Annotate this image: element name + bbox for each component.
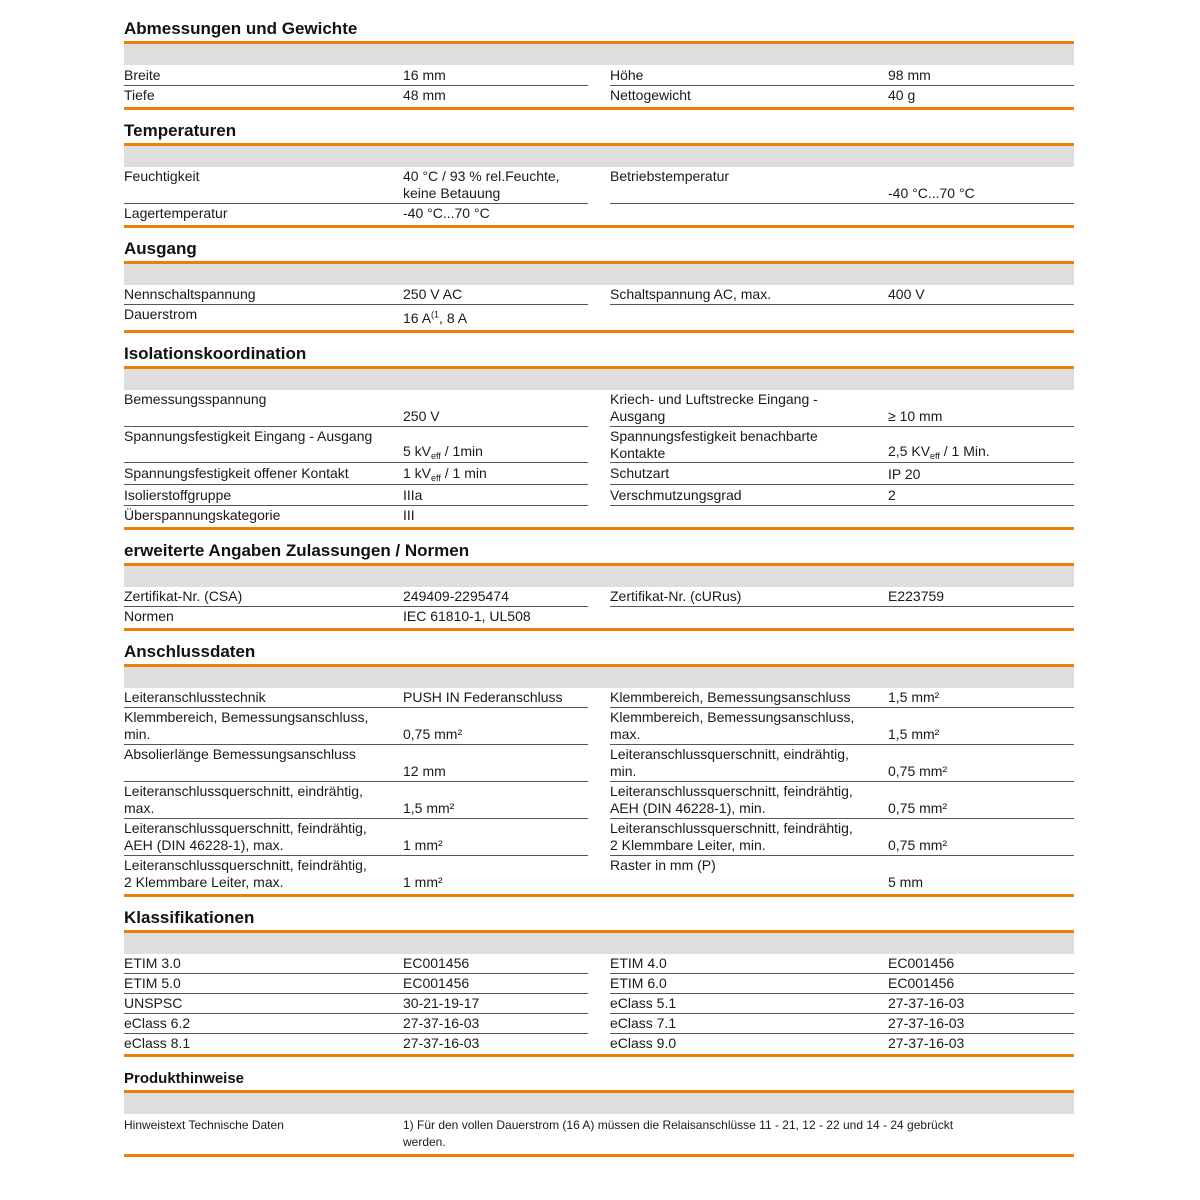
- row-divider: [610, 1033, 1074, 1034]
- section-rule: [124, 330, 1074, 333]
- row-value: -40 °C...70 °C: [888, 185, 975, 201]
- row-label: Lagertemperatur: [124, 205, 228, 221]
- row-label: Schaltspannung AC, max.: [610, 286, 772, 302]
- row-label: Überspannungskategorie: [124, 507, 281, 523]
- section-title-dimensions: Abmessungen und Gewichte: [124, 19, 358, 38]
- row-divider: [610, 203, 1074, 204]
- row-value: -40 °C...70 °C: [403, 205, 490, 221]
- section-rule: [124, 1154, 1074, 1157]
- row-value: EC001456: [888, 975, 955, 991]
- row-value: 48 mm: [403, 87, 446, 103]
- row-divider: [124, 426, 588, 427]
- row-label: ETIM 4.0: [610, 955, 667, 971]
- row-label: 2 Klemmbare Leiter, min.: [610, 837, 766, 853]
- row-label: min.: [610, 763, 637, 779]
- row-label: Ausgang: [610, 408, 666, 424]
- row-value: 16 mm: [403, 67, 446, 83]
- row-label: Spannungsfestigkeit Eingang - Ausgang: [124, 428, 373, 444]
- row-label: AEH (DIN 46228-1), min.: [610, 800, 766, 816]
- row-label: ETIM 5.0: [124, 975, 181, 991]
- row-label: Spannungsfestigkeit benachbarte: [610, 428, 818, 444]
- row-label: Nennschaltspannung: [124, 286, 256, 302]
- row-value: 0,75 mm²: [888, 837, 948, 853]
- row-value: 27-37-16-03: [403, 1015, 480, 1031]
- row-value: 1 mm²: [403, 874, 443, 890]
- row-label: max.: [124, 800, 155, 816]
- row-label: ETIM 6.0: [610, 975, 667, 991]
- row-divider: [124, 203, 588, 204]
- row-divider: [610, 973, 1074, 974]
- row-label: Tiefe: [124, 87, 155, 103]
- row-divider: [124, 462, 588, 463]
- row-label: Verschmutzungsgrad: [610, 487, 742, 503]
- row-value: 250 V AC: [403, 286, 463, 302]
- row-divider: [610, 484, 1074, 485]
- note-label: Hinweistext Technische Daten: [124, 1118, 284, 1132]
- section-rule: [124, 527, 1074, 530]
- row-label: ETIM 3.0: [124, 955, 181, 971]
- row-divider: [124, 606, 588, 607]
- row-value: 0,75 mm²: [888, 800, 948, 816]
- row-divider: [124, 993, 588, 994]
- row-label: Feuchtigkeit: [124, 168, 200, 184]
- row-value: 16 $A^{(1}$, 8 A: [403, 309, 468, 326]
- section-title-output: Ausgang: [124, 239, 197, 258]
- row-divider: [124, 484, 588, 485]
- row-label: AEH (DIN 46228-1), max.: [124, 837, 284, 853]
- row-label: Leiteranschlussquerschnitt, feindrähtig,: [124, 857, 367, 873]
- row-value: 1,5 mm²: [888, 726, 940, 742]
- row-divider: [124, 505, 588, 506]
- row-value: 27-37-16-03: [888, 1015, 965, 1031]
- row-value: E223759: [888, 588, 945, 604]
- section-band: [124, 264, 1074, 285]
- row-value: EC001456: [403, 955, 470, 971]
- row-value: 5 mm: [888, 874, 923, 890]
- row-divider: [610, 744, 1074, 745]
- row-label: Klemmbereich, Bemessungsanschluss,: [124, 709, 369, 725]
- row-value: IIIa: [403, 487, 423, 503]
- row-label: Zertifikat-Nr. (CSA): [124, 588, 243, 604]
- row-label: eClass 9.0: [610, 1035, 677, 1051]
- row-divider: [610, 85, 1074, 86]
- note-text-line-2: werden.: [403, 1135, 446, 1149]
- row-divider: [610, 462, 1074, 463]
- row-value: 12 mm: [403, 763, 446, 779]
- row-label: Klemmbereich, Bemessungsanschluss: [610, 689, 851, 705]
- section-band: [124, 1093, 1074, 1114]
- row-divider: [610, 505, 1074, 506]
- row-label: Raster in mm (P): [610, 857, 716, 873]
- row-label: Leiteranschlusstechnik: [124, 689, 266, 705]
- row-label: 2 Klemmbare Leiter, max.: [124, 874, 284, 890]
- row-value: 5 $kV_{eff} / 1\min$: [403, 443, 483, 461]
- row-value: 40 g: [888, 87, 916, 103]
- row-divider: [124, 304, 588, 305]
- row-value: 249409-2295474: [403, 588, 509, 604]
- row-divider: [610, 426, 1074, 427]
- row-label: Spannungsfestigkeit offener Kontakt: [124, 465, 349, 481]
- row-label: Bemessungsspannung: [124, 391, 267, 407]
- row-divider: [124, 1033, 588, 1034]
- section-title-connection: Anschlussdaten: [124, 642, 256, 661]
- section-title-temperatures: Temperaturen: [124, 121, 237, 140]
- row-label: Absolierlänge Bemessungsanschluss: [124, 746, 356, 762]
- section-band: [124, 369, 1074, 390]
- row-divider: [610, 304, 1074, 305]
- row-label: Breite: [124, 67, 161, 83]
- row-label: Schutzart: [610, 465, 670, 481]
- row-value: 27-37-16-03: [403, 1035, 480, 1051]
- section-band: [124, 146, 1074, 167]
- row-divider: [124, 855, 588, 856]
- row-label: eClass 7.1: [610, 1015, 677, 1031]
- row-label: max.: [610, 726, 641, 742]
- row-value: IEC 61810-1, UL508: [403, 608, 531, 624]
- row-divider: [124, 818, 588, 819]
- section-band: [124, 44, 1074, 65]
- row-label: min.: [124, 726, 151, 742]
- row-label: Leiteranschlussquerschnitt, eindrähtig,: [610, 746, 849, 762]
- row-label: Leiteranschlussquerschnitt, feindrähtig,: [610, 820, 853, 836]
- section-rule: [124, 628, 1074, 631]
- row-value: 1,5 mm²: [403, 800, 455, 816]
- row-divider: [610, 818, 1074, 819]
- row-label: Kriech- und Luftstrecke Eingang -: [610, 391, 818, 407]
- section-rule: [124, 107, 1074, 110]
- section-title-classifications: Klassifikationen: [124, 908, 255, 927]
- row-label: Isolierstoffgruppe: [124, 487, 232, 503]
- row-value: keine Betauung: [403, 185, 501, 201]
- row-value: 400 V: [888, 286, 925, 302]
- row-label: Betriebstemperatur: [610, 168, 730, 184]
- row-value: III: [403, 507, 415, 523]
- note-text-line-1: 1) Für den vollen Dauerstrom (16 A) müssen die Relaisanschlüsse 11 - 21, 12 - 22 und 14 - 24 gebrückt: [403, 1118, 954, 1132]
- section-title-approvals: erweiterte Angaben Zulassungen / Normen: [124, 541, 470, 560]
- row-value: 2: [888, 487, 896, 503]
- row-value: 40 °C / 93 % rel.Feuchte,: [403, 168, 560, 184]
- row-divider: [124, 781, 588, 782]
- row-divider: [610, 781, 1074, 782]
- row-label: Dauerstrom: [124, 306, 198, 322]
- row-value: 98 mm: [888, 67, 931, 83]
- section-rule: [124, 1054, 1074, 1057]
- section-rule: [124, 225, 1074, 228]
- row-value: 1,5 mm²: [888, 689, 940, 705]
- row-divider: [124, 744, 588, 745]
- row-divider: [124, 85, 588, 86]
- section-band: [124, 933, 1074, 954]
- section-title-insulation: Isolationskoordination: [124, 344, 307, 363]
- row-label: Kontakte: [610, 445, 666, 461]
- row-value: 27-37-16-03: [888, 1035, 965, 1051]
- row-value: 27-37-16-03: [888, 995, 965, 1011]
- row-value: 0,75 mm²: [888, 763, 948, 779]
- section-band: [124, 667, 1074, 688]
- row-label: UNSPSC: [124, 995, 183, 1011]
- row-value: 0,75 mm²: [403, 726, 463, 742]
- section-band: [124, 566, 1074, 587]
- row-value: PUSH IN Federanschluss: [403, 689, 563, 705]
- row-divider: [610, 855, 1074, 856]
- section-title-product-notes: Produkthinweise: [124, 1070, 245, 1087]
- row-divider: [610, 1013, 1074, 1014]
- section-rule: [124, 894, 1074, 897]
- row-value: 30-21-19-17: [403, 995, 480, 1011]
- row-value: ≥ 10 mm: [888, 408, 943, 424]
- row-value: 1 mm²: [403, 837, 443, 853]
- row-label: eClass 6.2: [124, 1015, 191, 1031]
- row-value: EC001456: [403, 975, 470, 991]
- row-value: IP 20: [888, 466, 921, 482]
- row-value: 1 $kV_{eff} / 1$ min: [403, 465, 487, 483]
- row-label: Nettogewicht: [610, 87, 691, 103]
- row-label: Höhe: [610, 67, 644, 83]
- row-value: EC001456: [888, 955, 955, 971]
- row-label: Zertifikat-Nr. (cURus): [610, 588, 742, 604]
- row-label: Leiteranschlussquerschnitt, feindrähtig,: [124, 820, 367, 836]
- row-label: Leiteranschlussquerschnitt, eindrähtig,: [124, 783, 363, 799]
- row-divider: [124, 1013, 588, 1014]
- row-label: eClass 5.1: [610, 995, 677, 1011]
- row-divider: [610, 707, 1074, 708]
- row-label: Normen: [124, 608, 174, 624]
- row-label: Leiteranschlussquerschnitt, feindrähtig,: [610, 783, 853, 799]
- row-divider: [124, 973, 588, 974]
- row-label: eClass 8.1: [124, 1035, 191, 1051]
- row-divider: [124, 707, 588, 708]
- row-divider: [610, 993, 1074, 994]
- row-divider: [610, 606, 1074, 607]
- row-value: 2,5 $KV_{eff} / 1$ Min.: [888, 443, 990, 461]
- row-label: Klemmbereich, Bemessungsanschluss,: [610, 709, 855, 725]
- row-value: 250 V: [403, 408, 440, 424]
